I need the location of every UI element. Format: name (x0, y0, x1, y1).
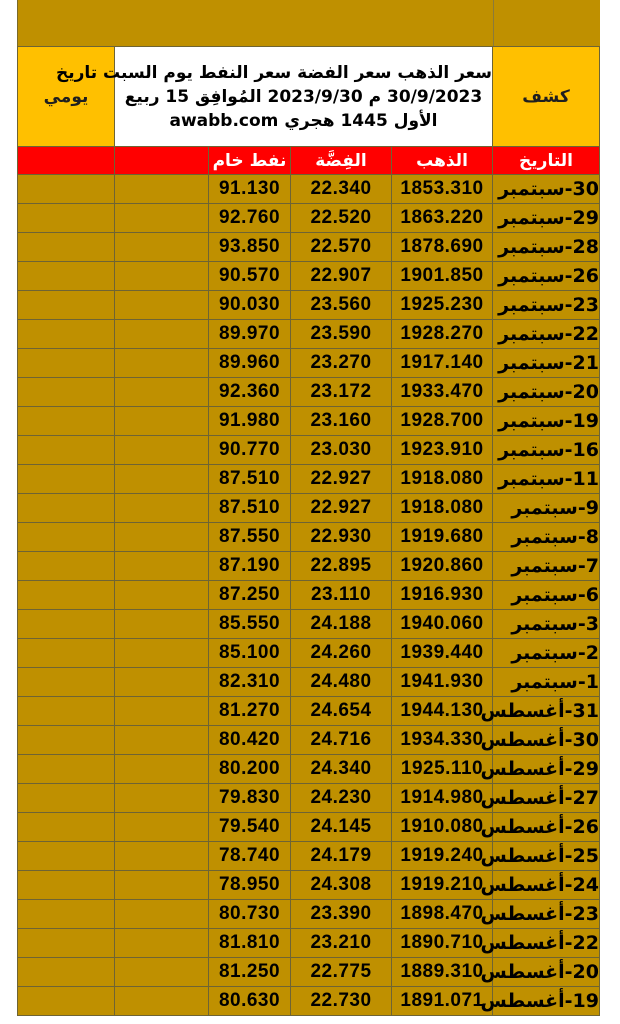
daily-cell[interactable] (18, 175, 115, 204)
gold-cell[interactable]: 1898.470 (392, 900, 493, 929)
oil-cell[interactable]: 79.540 (209, 813, 291, 842)
daily-cell[interactable] (18, 320, 115, 349)
blank-cell[interactable] (115, 900, 209, 929)
date-cell[interactable]: 28-سبتمبر (493, 233, 600, 262)
blank-cell[interactable] (115, 233, 209, 262)
headline-line-1: سعر الذهب سعر الفضة سعر النفط يوم السبت تاريخ (55, 62, 492, 83)
silver-cell[interactable]: 23.172 (291, 378, 392, 407)
daily-cell[interactable] (18, 929, 115, 958)
column-header-silver[interactable]: الفِضَّة (291, 147, 392, 175)
oil-cell[interactable]: 80.730 (209, 900, 291, 929)
date-cell[interactable]: 24-أغسطس (493, 871, 600, 900)
kashf-label[interactable]: كشف (493, 47, 600, 147)
daily-cell[interactable] (18, 958, 115, 987)
blank-cell[interactable] (115, 349, 209, 378)
oil-cell[interactable]: 91.980 (209, 407, 291, 436)
silver-cell[interactable]: 23.030 (291, 436, 392, 465)
silver-cell[interactable]: 23.270 (291, 349, 392, 378)
oil-cell[interactable]: 87.510 (209, 494, 291, 523)
silver-cell[interactable]: 22.930 (291, 523, 392, 552)
oil-cell[interactable]: 93.850 (209, 233, 291, 262)
top-gold-band (17, 0, 600, 46)
oil-cell[interactable]: 80.630 (209, 987, 291, 1016)
date-cell[interactable]: 29-أغسطس (493, 755, 600, 784)
oil-cell[interactable]: 78.740 (209, 842, 291, 871)
gold-cell[interactable]: 1933.470 (392, 378, 493, 407)
table-row (18, 958, 600, 987)
date-cell[interactable]: 26-أغسطس (493, 813, 600, 842)
oil-cell[interactable]: 78.950 (209, 871, 291, 900)
oil-cell[interactable]: 87.510 (209, 465, 291, 494)
date-cell[interactable]: 11-سبتمبر (493, 465, 600, 494)
daily-cell[interactable] (18, 465, 115, 494)
oil-cell[interactable]: 82.310 (209, 668, 291, 697)
gold-cell[interactable]: 1914.980 (392, 784, 493, 813)
oil-cell[interactable]: 90.770 (209, 436, 291, 465)
date-cell[interactable]: 25-أغسطس (493, 842, 600, 871)
gold-cell[interactable]: 1889.310 (392, 958, 493, 987)
daily-cell[interactable] (18, 407, 115, 436)
daily-cell[interactable] (18, 726, 115, 755)
silver-cell[interactable]: 22.570 (291, 233, 392, 262)
gold-cell[interactable]: 1928.700 (392, 407, 493, 436)
blank-cell[interactable] (115, 552, 209, 581)
date-cell[interactable]: 21-سبتمبر (493, 349, 600, 378)
oil-cell[interactable]: 85.550 (209, 610, 291, 639)
gold-cell[interactable]: 1944.130 (392, 697, 493, 726)
daily-cell[interactable] (18, 436, 115, 465)
table-row (18, 639, 600, 668)
silver-cell[interactable]: 24.480 (291, 668, 392, 697)
table-row (18, 668, 600, 697)
table-row (18, 407, 600, 436)
silver-cell[interactable]: 24.145 (291, 813, 392, 842)
oil-cell[interactable]: 80.200 (209, 755, 291, 784)
blank-cell[interactable] (115, 436, 209, 465)
blank-cell[interactable] (115, 378, 209, 407)
daily-cell[interactable] (18, 233, 115, 262)
table-row (18, 987, 600, 1016)
table-row (18, 726, 600, 755)
daily-cell[interactable] (18, 784, 115, 813)
blank-cell[interactable] (115, 639, 209, 668)
blank-cell[interactable] (115, 697, 209, 726)
oil-cell[interactable]: 81.250 (209, 958, 291, 987)
gold-cell[interactable]: 1901.850 (392, 262, 493, 291)
prices-table (17, 46, 600, 1016)
table-row (18, 813, 600, 842)
table-row (18, 552, 600, 581)
blank-cell[interactable] (115, 320, 209, 349)
date-cell[interactable]: 23-سبتمبر (493, 291, 600, 320)
gold-cell[interactable]: 1916.930 (392, 581, 493, 610)
title-row (18, 47, 600, 147)
daily-cell[interactable] (18, 842, 115, 871)
daily-cell[interactable] (18, 494, 115, 523)
silver-cell[interactable]: 23.590 (291, 320, 392, 349)
table-row (18, 929, 600, 958)
oil-cell[interactable]: 87.190 (209, 552, 291, 581)
blank-cell[interactable] (115, 813, 209, 842)
table-row (18, 755, 600, 784)
gold-cell[interactable]: 1890.710 (392, 929, 493, 958)
daily-cell[interactable] (18, 349, 115, 378)
blank-cell[interactable] (115, 726, 209, 755)
column-header-date[interactable]: التاريخ (493, 147, 600, 175)
blank-cell[interactable] (115, 262, 209, 291)
daily-cell[interactable] (18, 262, 115, 291)
headline-line-3: الأول 1445 هجري awabb.com (169, 110, 438, 131)
date-cell[interactable]: 19-سبتمبر (493, 407, 600, 436)
gold-cell[interactable]: 1934.330 (392, 726, 493, 755)
silver-cell[interactable]: 24.230 (291, 784, 392, 813)
date-cell[interactable]: 23-أغسطس (493, 900, 600, 929)
date-cell[interactable]: 22-أغسطس (493, 929, 600, 958)
oil-cell[interactable]: 92.760 (209, 204, 291, 233)
silver-cell[interactable]: 23.160 (291, 407, 392, 436)
table-row (18, 204, 600, 233)
silver-cell[interactable]: 22.520 (291, 204, 392, 233)
silver-cell[interactable]: 23.560 (291, 291, 392, 320)
gold-cell[interactable]: 1918.080 (392, 494, 493, 523)
column-header-row (18, 147, 600, 175)
date-cell[interactable]: 27-أغسطس (493, 784, 600, 813)
daily-cell[interactable] (18, 610, 115, 639)
gold-cell[interactable]: 1918.080 (392, 465, 493, 494)
oil-cell[interactable]: 81.810 (209, 929, 291, 958)
gold-cell[interactable]: 1910.080 (392, 813, 493, 842)
silver-cell[interactable]: 24.654 (291, 697, 392, 726)
table-row (18, 697, 600, 726)
gold-cell[interactable]: 1939.440 (392, 639, 493, 668)
daily-cell[interactable] (18, 552, 115, 581)
column-header-oil[interactable]: نفط خام (209, 147, 291, 175)
silver-cell[interactable]: 22.927 (291, 494, 392, 523)
date-cell[interactable]: 1-سبتمبر (493, 668, 600, 697)
table-row (18, 349, 600, 378)
date-cell[interactable]: 19-أغسطس (493, 987, 600, 1016)
date-cell[interactable]: 7-سبتمبر (493, 552, 600, 581)
silver-cell[interactable]: 24.308 (291, 871, 392, 900)
silver-cell[interactable]: 24.188 (291, 610, 392, 639)
gold-cell[interactable]: 1919.210 (392, 871, 493, 900)
gold-cell[interactable]: 1863.220 (392, 204, 493, 233)
daily-cell[interactable] (18, 639, 115, 668)
daily-cell[interactable] (18, 755, 115, 784)
date-cell[interactable]: 20-سبتمبر (493, 378, 600, 407)
silver-cell[interactable]: 22.927 (291, 465, 392, 494)
gold-cell[interactable]: 1878.690 (392, 233, 493, 262)
band-divider (493, 0, 494, 46)
daily-cell[interactable] (18, 291, 115, 320)
gold-cell[interactable]: 1941.930 (392, 668, 493, 697)
oil-cell[interactable]: 91.130 (209, 175, 291, 204)
gold-cell[interactable]: 1919.680 (392, 523, 493, 552)
silver-cell[interactable]: 23.210 (291, 929, 392, 958)
blank-cell[interactable] (115, 784, 209, 813)
daily-label[interactable]: يومي (18, 47, 115, 147)
gold-cell[interactable]: 1920.860 (392, 552, 493, 581)
daily-cell[interactable] (18, 204, 115, 233)
date-cell[interactable]: 16-سبتمبر (493, 436, 600, 465)
date-cell[interactable]: 3-سبتمبر (493, 610, 600, 639)
table-row (18, 581, 600, 610)
table-row (18, 523, 600, 552)
blank-cell[interactable] (115, 523, 209, 552)
blank-cell[interactable] (115, 494, 209, 523)
daily-cell[interactable] (18, 523, 115, 552)
oil-cell[interactable]: 89.970 (209, 320, 291, 349)
blank-cell[interactable] (115, 204, 209, 233)
date-cell[interactable]: 9-سبتمبر (493, 494, 600, 523)
gold-cell[interactable]: 1925.230 (392, 291, 493, 320)
table-row (18, 233, 600, 262)
table-row (18, 871, 600, 900)
gold-cell[interactable]: 1923.910 (392, 436, 493, 465)
date-cell[interactable]: 26-سبتمبر (493, 262, 600, 291)
table-row (18, 465, 600, 494)
table-row (18, 262, 600, 291)
silver-cell[interactable]: 23.110 (291, 581, 392, 610)
daily-cell[interactable] (18, 987, 115, 1016)
oil-cell[interactable]: 79.830 (209, 784, 291, 813)
column-header-blank-1[interactable] (18, 147, 115, 175)
blank-cell[interactable] (115, 668, 209, 697)
gold-cell[interactable]: 1940.060 (392, 610, 493, 639)
table-row (18, 610, 600, 639)
date-cell[interactable]: 31-أغسطس (493, 697, 600, 726)
date-cell[interactable]: 2-سبتمبر (493, 639, 600, 668)
blank-cell[interactable] (115, 958, 209, 987)
date-cell[interactable]: 20-أغسطس (493, 958, 600, 987)
daily-cell[interactable] (18, 697, 115, 726)
table-row (18, 494, 600, 523)
oil-cell[interactable]: 87.250 (209, 581, 291, 610)
oil-cell[interactable]: 90.570 (209, 262, 291, 291)
daily-cell[interactable] (18, 581, 115, 610)
oil-cell[interactable]: 85.100 (209, 639, 291, 668)
silver-cell[interactable]: 22.895 (291, 552, 392, 581)
silver-cell[interactable]: 24.260 (291, 639, 392, 668)
table-row (18, 291, 600, 320)
date-cell[interactable]: 30-سبتمبر (493, 175, 600, 204)
daily-cell[interactable] (18, 813, 115, 842)
date-cell[interactable]: 8-سبتمبر (493, 523, 600, 552)
table-row (18, 320, 600, 349)
blank-cell[interactable] (115, 755, 209, 784)
gold-cell[interactable]: 1891.071 (392, 987, 493, 1016)
gold-cell[interactable]: 1853.310 (392, 175, 493, 204)
blank-cell[interactable] (115, 407, 209, 436)
oil-cell[interactable]: 92.360 (209, 378, 291, 407)
date-cell[interactable]: 6-سبتمبر (493, 581, 600, 610)
daily-cell[interactable] (18, 900, 115, 929)
date-cell[interactable]: 29-سبتمبر (493, 204, 600, 233)
oil-cell[interactable]: 87.550 (209, 523, 291, 552)
blank-cell[interactable] (115, 581, 209, 610)
silver-cell[interactable]: 22.340 (291, 175, 392, 204)
column-header-blank-2[interactable] (115, 147, 209, 175)
silver-cell[interactable]: 24.716 (291, 726, 392, 755)
silver-cell[interactable]: 22.907 (291, 262, 392, 291)
headline-line-2: 30/9/2023 م 2023/9/30 المُوافِق 15 ربيع (124, 86, 483, 107)
date-cell[interactable]: 22-سبتمبر (493, 320, 600, 349)
column-header-gold[interactable]: الذهب (392, 147, 493, 175)
gold-cell[interactable]: 1925.110 (392, 755, 493, 784)
blank-cell[interactable] (115, 871, 209, 900)
table-row (18, 900, 600, 929)
silver-cell[interactable]: 24.179 (291, 842, 392, 871)
blank-cell[interactable] (115, 929, 209, 958)
daily-cell[interactable] (18, 668, 115, 697)
oil-cell[interactable]: 89.960 (209, 349, 291, 378)
table-row (18, 842, 600, 871)
date-cell[interactable]: 30-أغسطس (493, 726, 600, 755)
oil-cell[interactable]: 80.420 (209, 726, 291, 755)
blank-cell[interactable] (115, 291, 209, 320)
oil-cell[interactable]: 90.030 (209, 291, 291, 320)
table-row (18, 378, 600, 407)
blank-cell[interactable] (115, 175, 209, 204)
blank-cell[interactable] (115, 465, 209, 494)
gold-cell[interactable]: 1919.240 (392, 842, 493, 871)
table-row (18, 436, 600, 465)
table-row (18, 784, 600, 813)
silver-cell[interactable]: 24.340 (291, 755, 392, 784)
daily-cell[interactable] (18, 871, 115, 900)
blank-cell[interactable] (115, 987, 209, 1016)
gold-cell[interactable]: 1928.270 (392, 320, 493, 349)
oil-cell[interactable]: 81.270 (209, 697, 291, 726)
silver-cell[interactable]: 22.775 (291, 958, 392, 987)
silver-cell[interactable]: 22.730 (291, 987, 392, 1016)
blank-cell[interactable] (115, 610, 209, 639)
blank-cell[interactable] (115, 842, 209, 871)
silver-cell[interactable]: 23.390 (291, 900, 392, 929)
gold-cell[interactable]: 1917.140 (392, 349, 493, 378)
table-row (18, 175, 600, 204)
daily-cell[interactable] (18, 378, 115, 407)
